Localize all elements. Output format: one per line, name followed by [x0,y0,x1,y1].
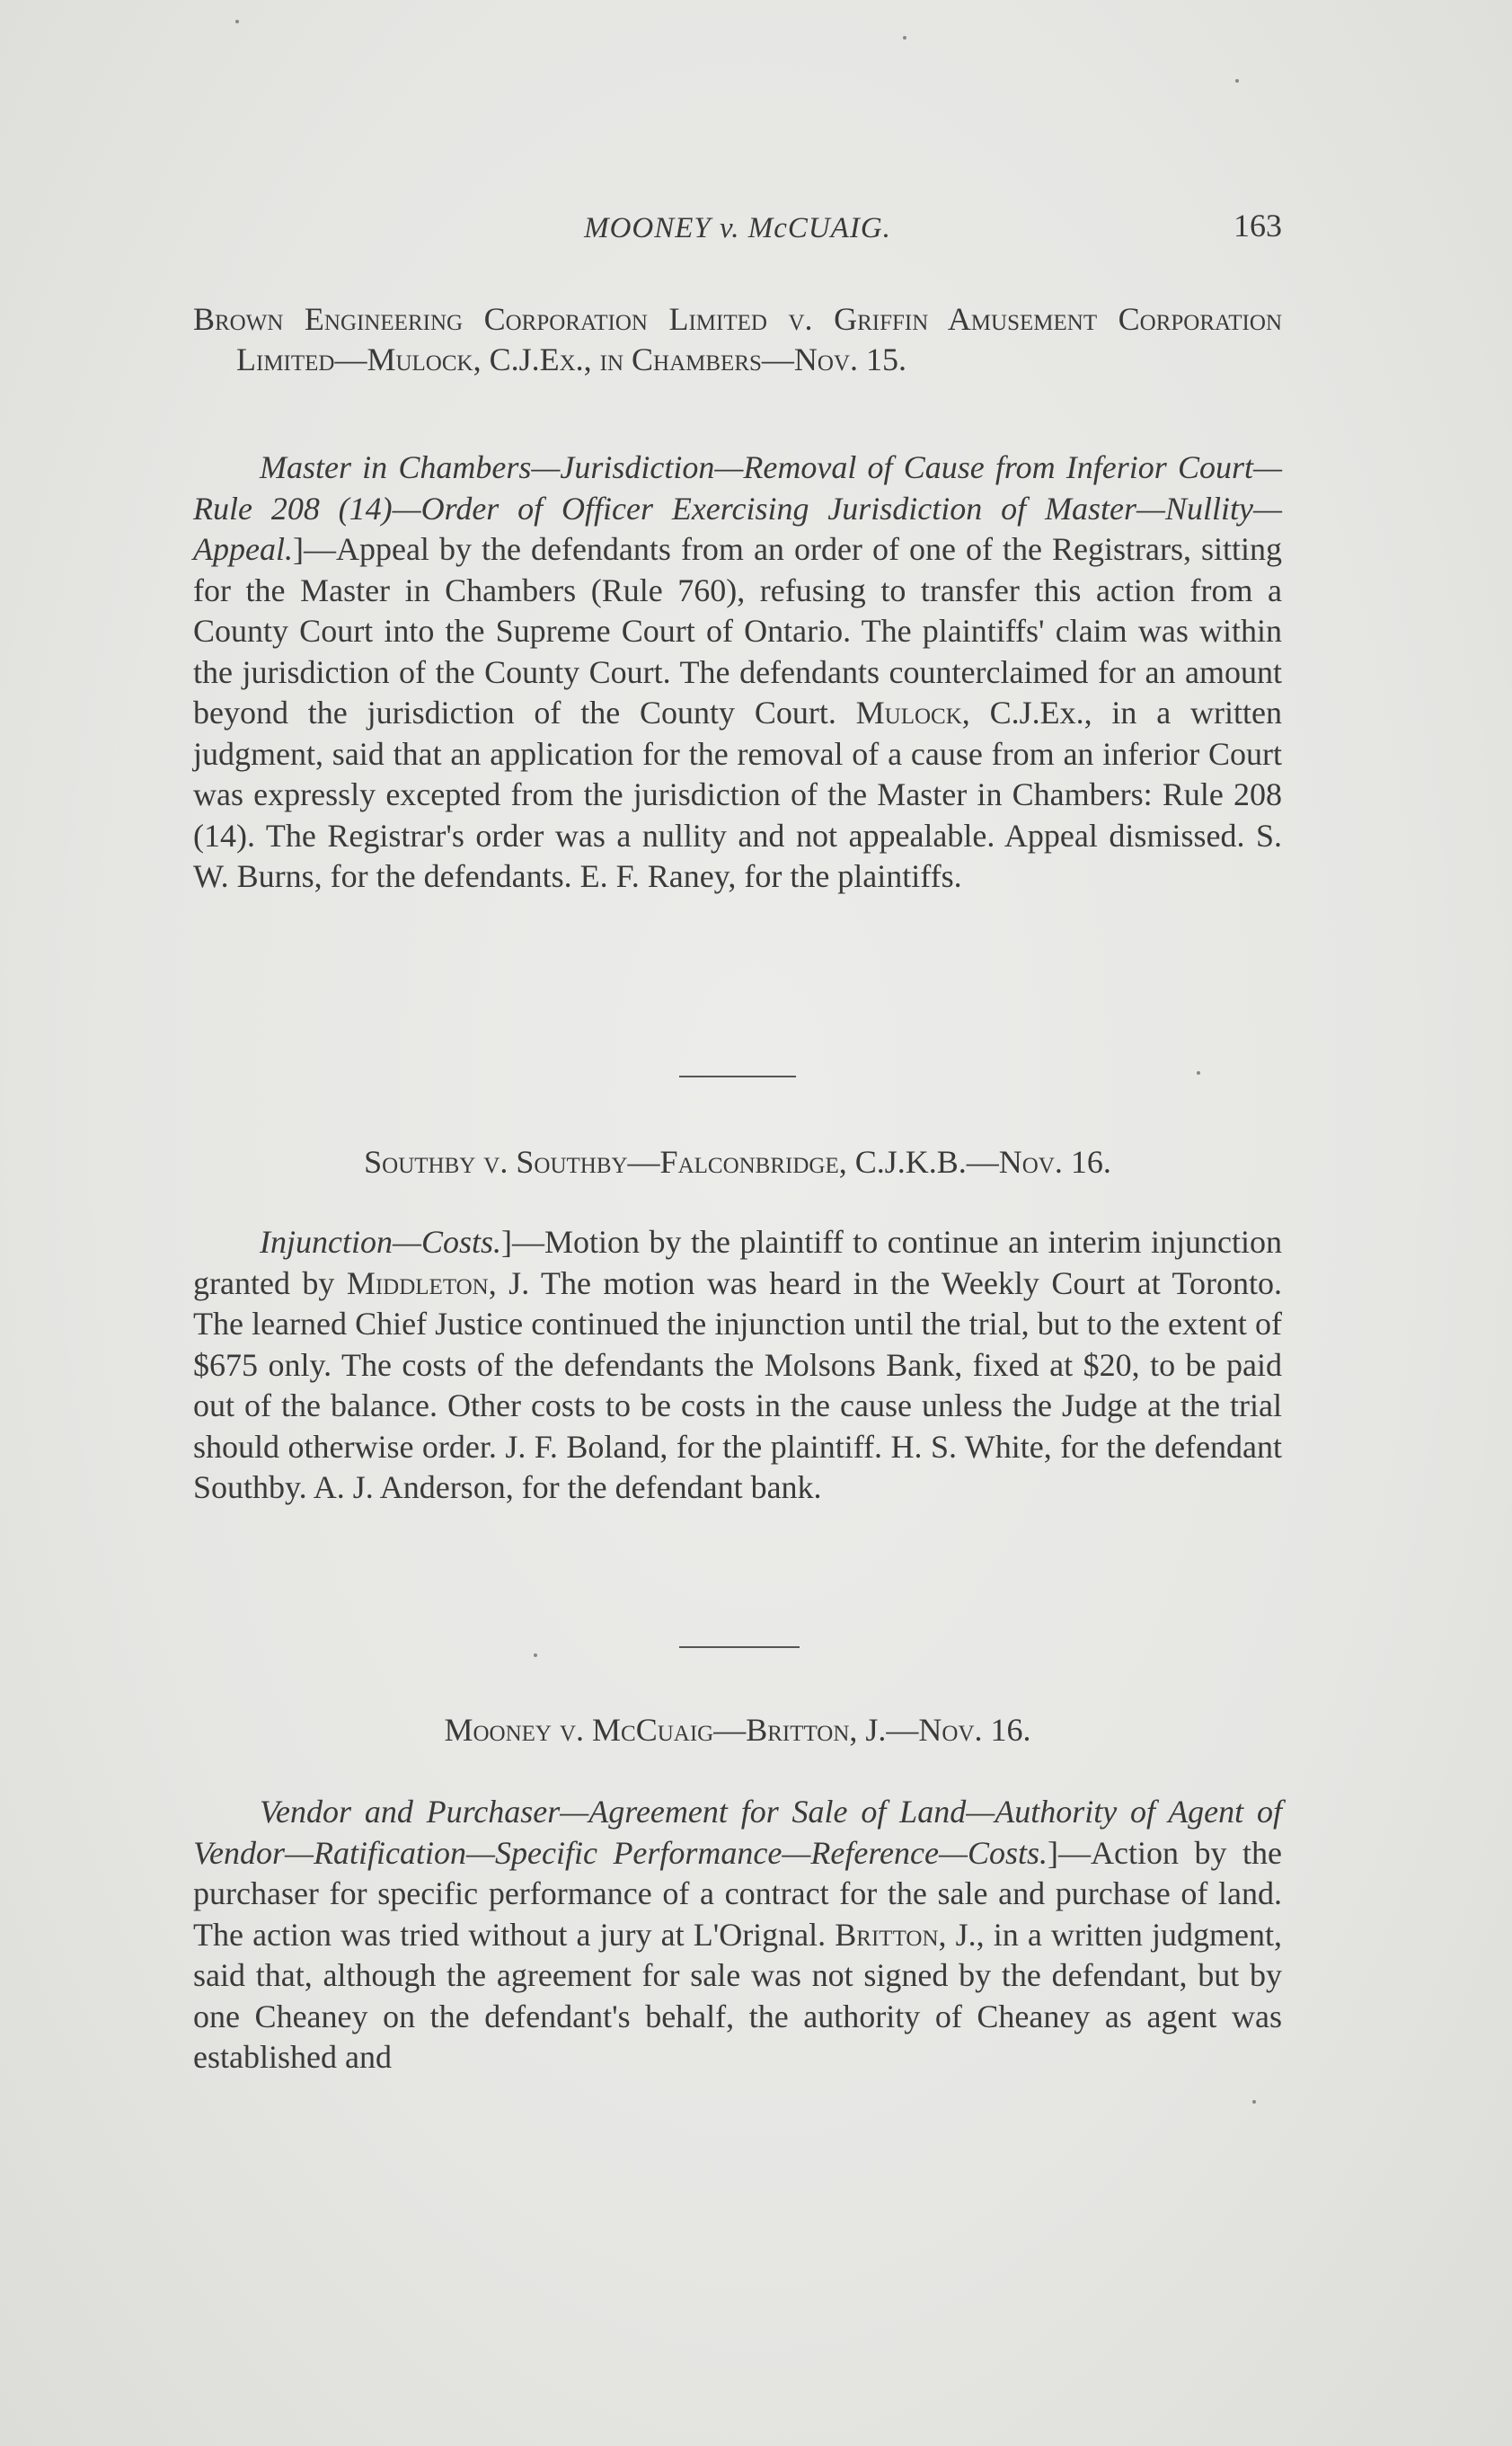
report-text: , J. The motion was heard in the Weekly Court at Toronto. The learned Chief Justice continued the injunction until the trial, but to the extent of $675 only. The costs of the defendants the Molsons Bank, fixed at $20, to be paid out of the balance. Other costs to be costs in the cause unless the Judge at the trial should otherwise order. J. F. Boland, for the plaintiff. H. S. White, for the defendant Southby. A. J. Anderson, for the defendant bank. [193,1264,1283,1505]
paper-speck [534,1653,537,1657]
case-heading: Brown Engineering Corporation Limited v. Griffin Amusement Corporation Limited—Mulock, C.J.Ex., in Chambers—Nov. 15. [193,301,1282,377]
case-southby [193,1142,1282,1183]
report-text: ]—Motion by the plaintiff to continue an interim injunction granted by [193,1224,1282,1301]
catchwords: Vendor and Purchaser—Agreement for Sale of Land—Authority of Agent of Vendor—Ratification—Specific Performance—Reference—Costs. [193,1794,1282,1871]
judge-name: Britton [835,1916,939,1953]
report-text: ]—Appeal by the defendants from an order of one of the Registrars, sitting for the Master in Chambers (Rule 760), refusing to transfer this action from a County Court into the Supreme Court of Ontario. The plaintiffs' claim was within the jurisdiction of the County Court. The defendants counterclaimed for an amount beyond the jurisdiction of the County Court. [193,531,1282,731]
case-southby-report [193,1222,1282,1509]
case-report-paragraph [193,448,1282,898]
judge-name: Mulock [855,695,962,731]
case-report-paragraph [193,1792,1282,2078]
paper-speck [903,36,906,40]
paper-speck [1235,79,1239,83]
paper-speck [235,20,239,23]
running-title: MOONEY v. McCUAIG. [584,212,891,244]
section-divider [679,1076,796,1077]
catchwords: Injunction—Costs. [260,1224,502,1260]
case-heading: Southby v. Southby—Falconbridge, C.J.K.B.—Nov. 16. [364,1144,1111,1180]
case-report-paragraph [193,1222,1282,1509]
case-mooney [193,1710,1282,1750]
page-header [193,207,1282,252]
paper-speck [1252,2100,1256,2104]
report-text: , J., in a written judgment, said that, although the agreement for sale was not signed by the defendant, but by one Cheaney on the defendant's behalf, the authority of Cheaney as agent was established and [193,1916,1282,2075]
case-heading: Mooney v. McCuaig—Britton, J.—Nov. 16. [444,1712,1031,1748]
case-brown-engineering-report [193,448,1282,898]
section-divider [679,1646,800,1648]
report-text: ]—Action by the purchaser for specific performance of a contract for the sale and purchase of land. The action was tried without a jury at L'Orignal. [193,1834,1282,1953]
paper-speck [1197,1071,1200,1075]
page-number: 163 [1233,208,1282,244]
report-text: , C.J.Ex., in a written judgment, said that an application for the removal of a cause from an inferior Court was expressly excepted from the jurisdiction of the Master in Chambers: Rule 208 (14). The Registrar's order was a nullity and not appealable. Appeal dismissed. S. W. Burns, for the defendants. E. F. Raney, for the plaintiffs. [193,695,1282,894]
catchwords: Master in Chambers—Jurisdiction—Removal of Cause from Inferior Court—Rule 208 (14)—Order of Officer Exercising Jurisdiction of Master—Nullity—Appeal. [193,449,1282,567]
case-mooney-report [193,1792,1282,2078]
judge-name: Middleton [346,1264,489,1301]
case-brown-engineering [193,299,1282,380]
